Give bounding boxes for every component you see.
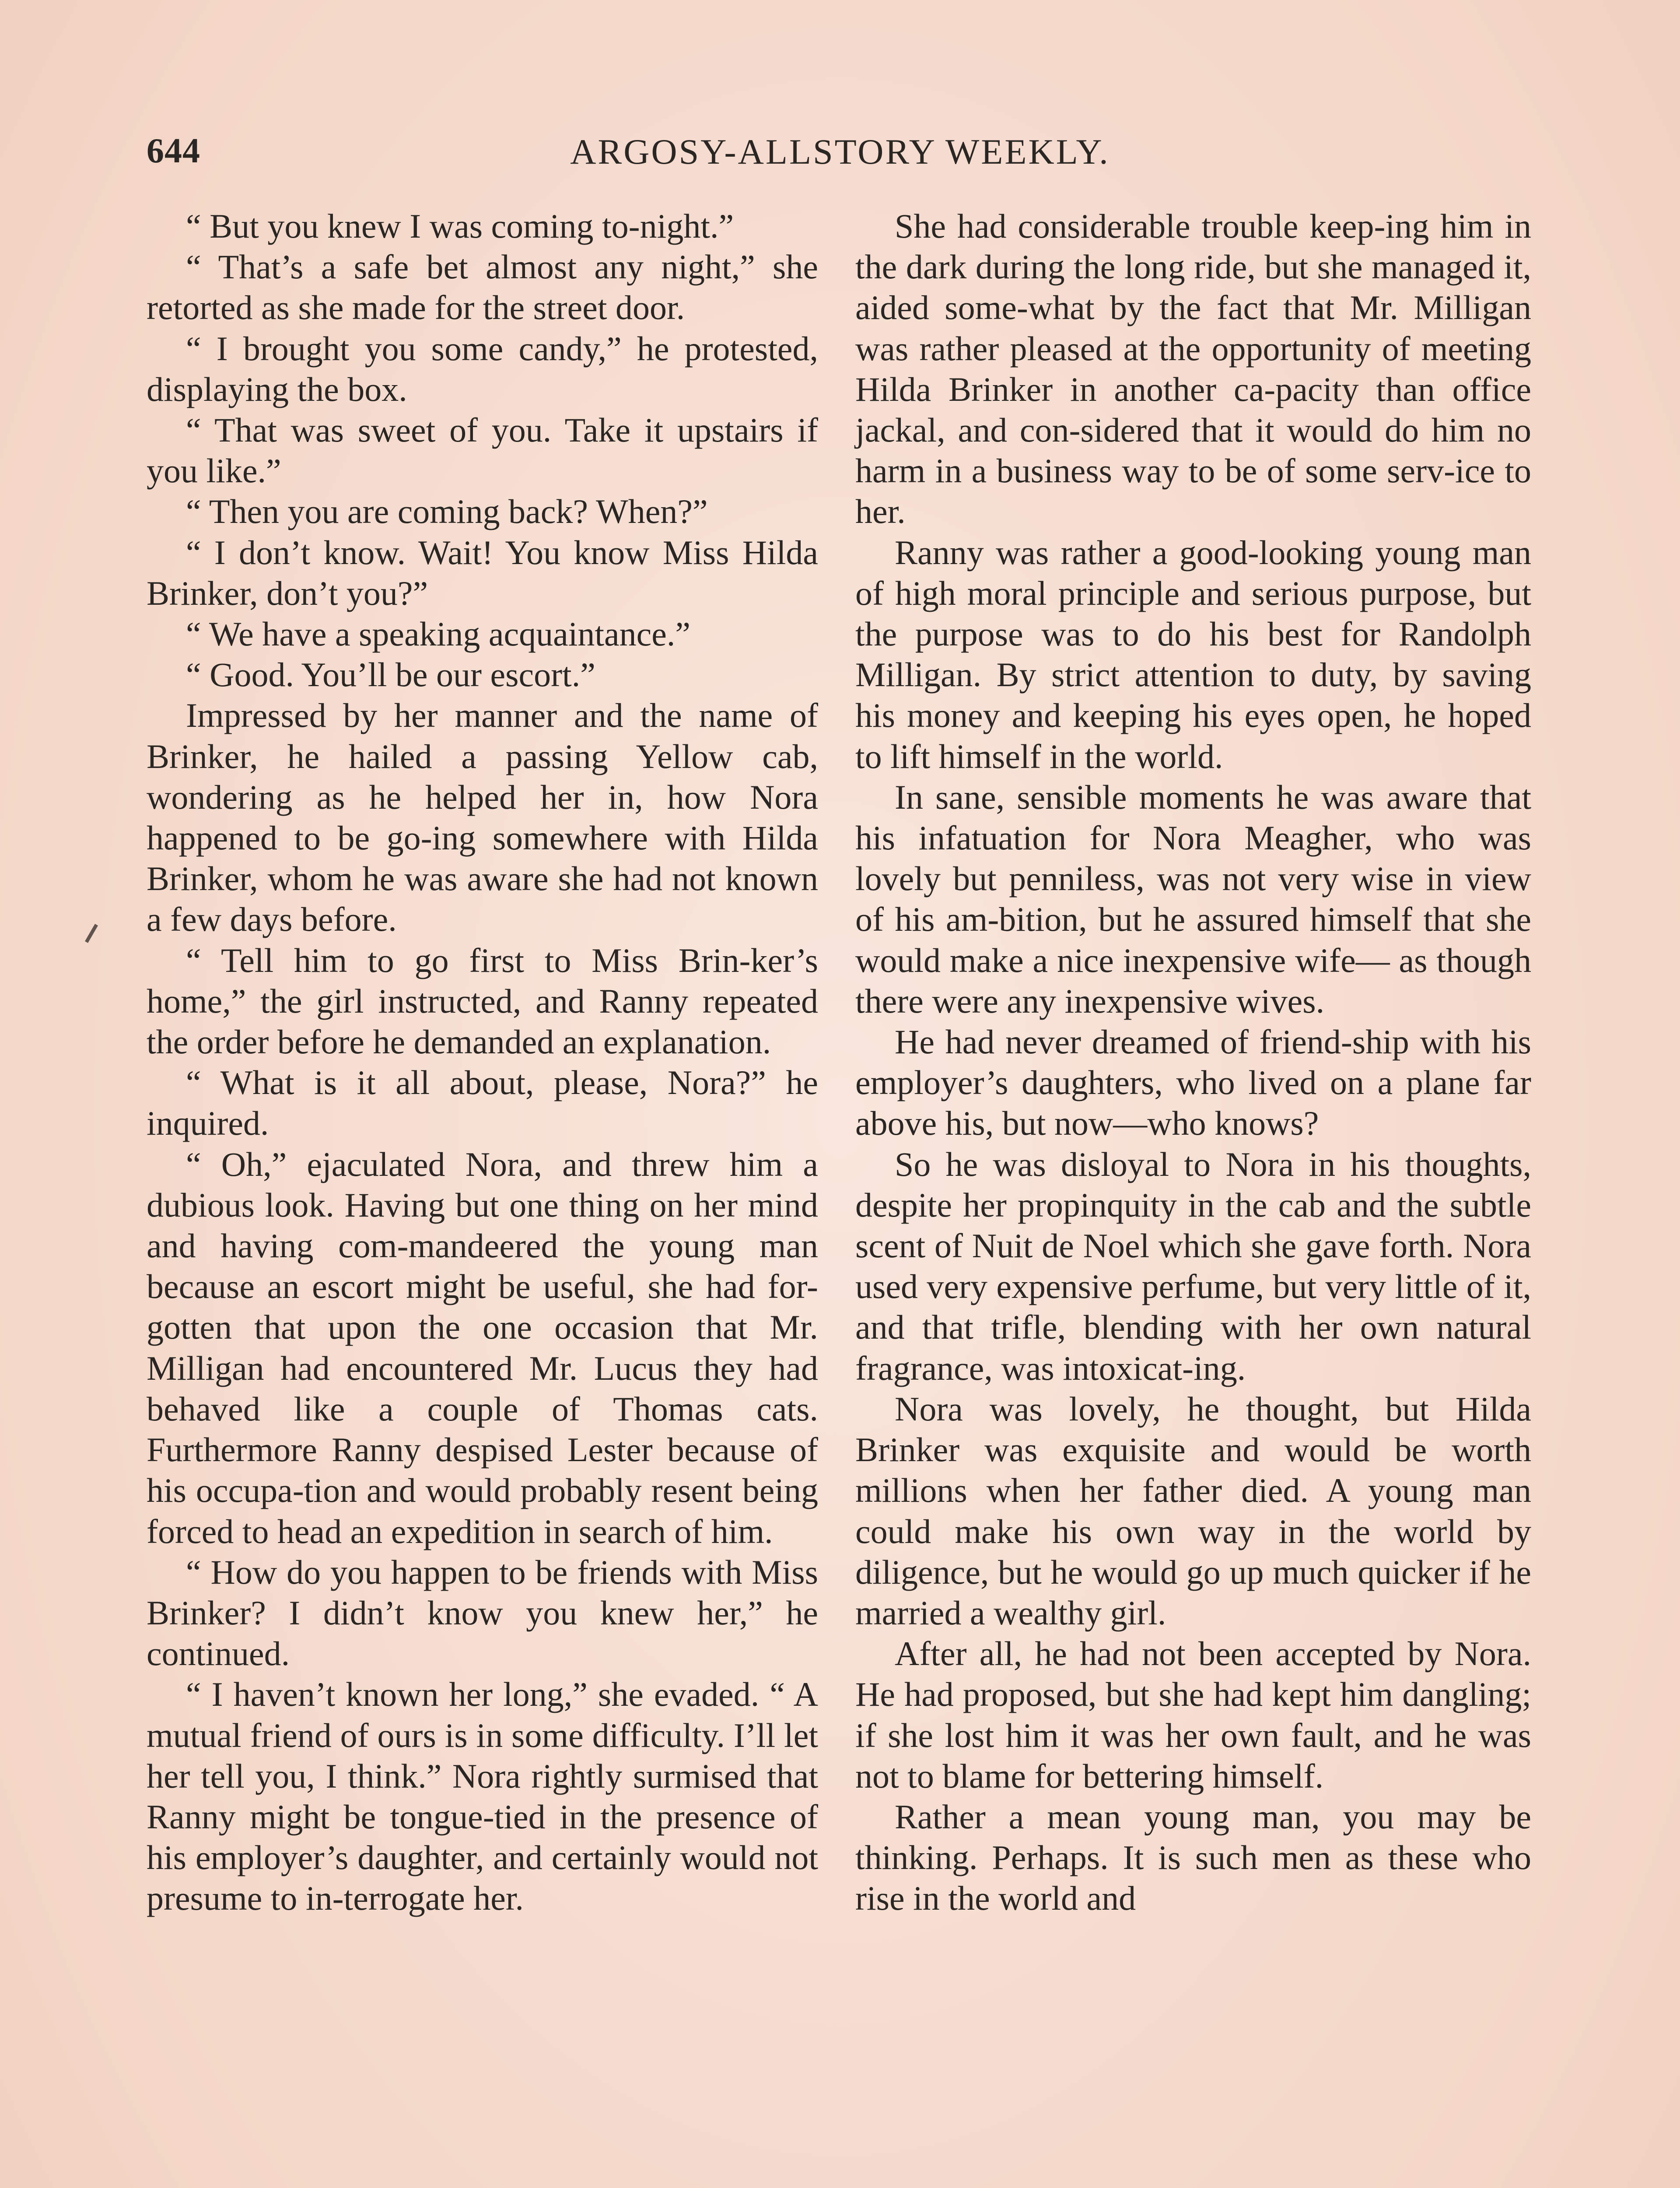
page-number: 644	[147, 132, 200, 170]
paragraph: “ I haven’t known her long,” she evaded. “ A mutual friend of ours is in some difficulty. I’ll let her tell you, I think.” Nora rightly surmised that Ranny might be tongue-tied in the presence of his employer’s daughter, and certainly would not presume to in-terrogate her.	[147, 1675, 818, 1918]
paragraph: She had considerable trouble keep-ing him in the dark during the long ride, but she managed it, aided some-what by the fact that Mr. Milligan was rather pleased at the opportunity of meeting Hilda Brinker in another ca-pacity than office jackal, and con-sidered that it would do him no harm in a business way to be of some serv-ice to her.	[855, 207, 1531, 531]
paragraph: He had never dreamed of friend-ship with his employer’s daughters, who lived on a plane far above his, but now—who knows?	[855, 1023, 1531, 1143]
paragraph: Impressed by her manner and the name of Brinker, he hailed a passing Yellow cab, wondering as he helped her in, how Nora happened to be go-ing somewhere with Hilda Brinker, whom he was aware she had not known a few days before.	[147, 696, 818, 939]
paragraph: Ranny was rather a good-looking young man of high moral principle and serious purpose, but the purpose was to do his best for Randolph Milligan. By strict attention to duty, by saving his money and keeping his eyes open, he hoped to lift himself in the world.	[855, 533, 1531, 775]
paragraph: “ Oh,” ejaculated Nora, and threw him a dubious look. Having but one thing on her mind and having com-mandeered the young man because an escort might be useful, she had for-gotten that upon the one occasion that Mr. Milligan had encountered Mr. Lucus they had behaved like a couple of Thomas cats. Furthermore Ranny despised Lester because of his occupa-tion and would probably resent being forced to head an expedition in search of him.	[147, 1145, 818, 1550]
paragraph: Nora was lovely, he thought, but Hilda Brinker was exquisite and would be worth millions when her father died. A young man could make his own way in the world by diligence, but he would go up much quicker if he married a wealthy girl.	[855, 1389, 1531, 1632]
paragraph: “ Good. You’ll be our escort.”	[186, 656, 595, 694]
right-column	[855, 206, 1531, 1919]
paragraph: After all, he had not been accepted by Nora. He had proposed, but she had kept him dangling; if she lost him it was her own fault, and he was not to blame for bettering himself.	[855, 1634, 1531, 1795]
paragraph: “ Tell him to go first to Miss Brin-ker’s home,” the girl instructed, and Ranny repeated the order before he demanded an explanation.	[147, 941, 818, 1061]
paragraph: So he was disloyal to Nora in his thoughts, despite her propinquity in the cab and the subtle scent of Nuit de Noel which she gave forth. Nora used very expensive perfume, but very little of it, and that trifle, blending with her own natural fragrance, was intoxicat-ing.	[855, 1145, 1531, 1387]
left-column	[147, 206, 818, 1919]
paragraph: “ Then you are coming back? When?”	[186, 492, 708, 531]
paragraph: “ What is it all about, please, Nora?” he inquired.	[147, 1063, 818, 1143]
paragraph: “ We have a speaking acquaintance.”	[186, 615, 691, 653]
paragraph: “ That was sweet of you. Take it upstairs if you like.”	[147, 411, 818, 490]
paragraph: “ That’s a safe bet almost any night,” she retorted as she made for the street door.	[147, 248, 818, 327]
margin-mark	[85, 924, 98, 943]
running-head: ARGOSY-ALLSTORY WEEKLY.	[570, 132, 1110, 172]
paragraph: “ How do you happen to be friends with Miss Brinker? I didn’t know you knew her,” he continued.	[147, 1553, 818, 1673]
paragraph: “ I brought you some candy,” he protested, displaying the box.	[147, 329, 818, 408]
paragraph: Rather a mean young man, you may be thinking. Perhaps. It is such men as these who rise in the world and	[855, 1797, 1531, 1918]
paragraph: In sane, sensible moments he was aware that his infatuation for Nora Meagher, who was lovely but penniless, was not very wise in view of his am-bition, but he assured himself that she would make a nice inexpensive wife— as though there were any inexpensive wives.	[855, 778, 1531, 1020]
paragraph: “ But you knew I was coming to-night.”	[186, 207, 734, 245]
paragraph: “ I don’t know. Wait! You know Miss Hilda Brinker, don’t you?”	[147, 533, 818, 612]
